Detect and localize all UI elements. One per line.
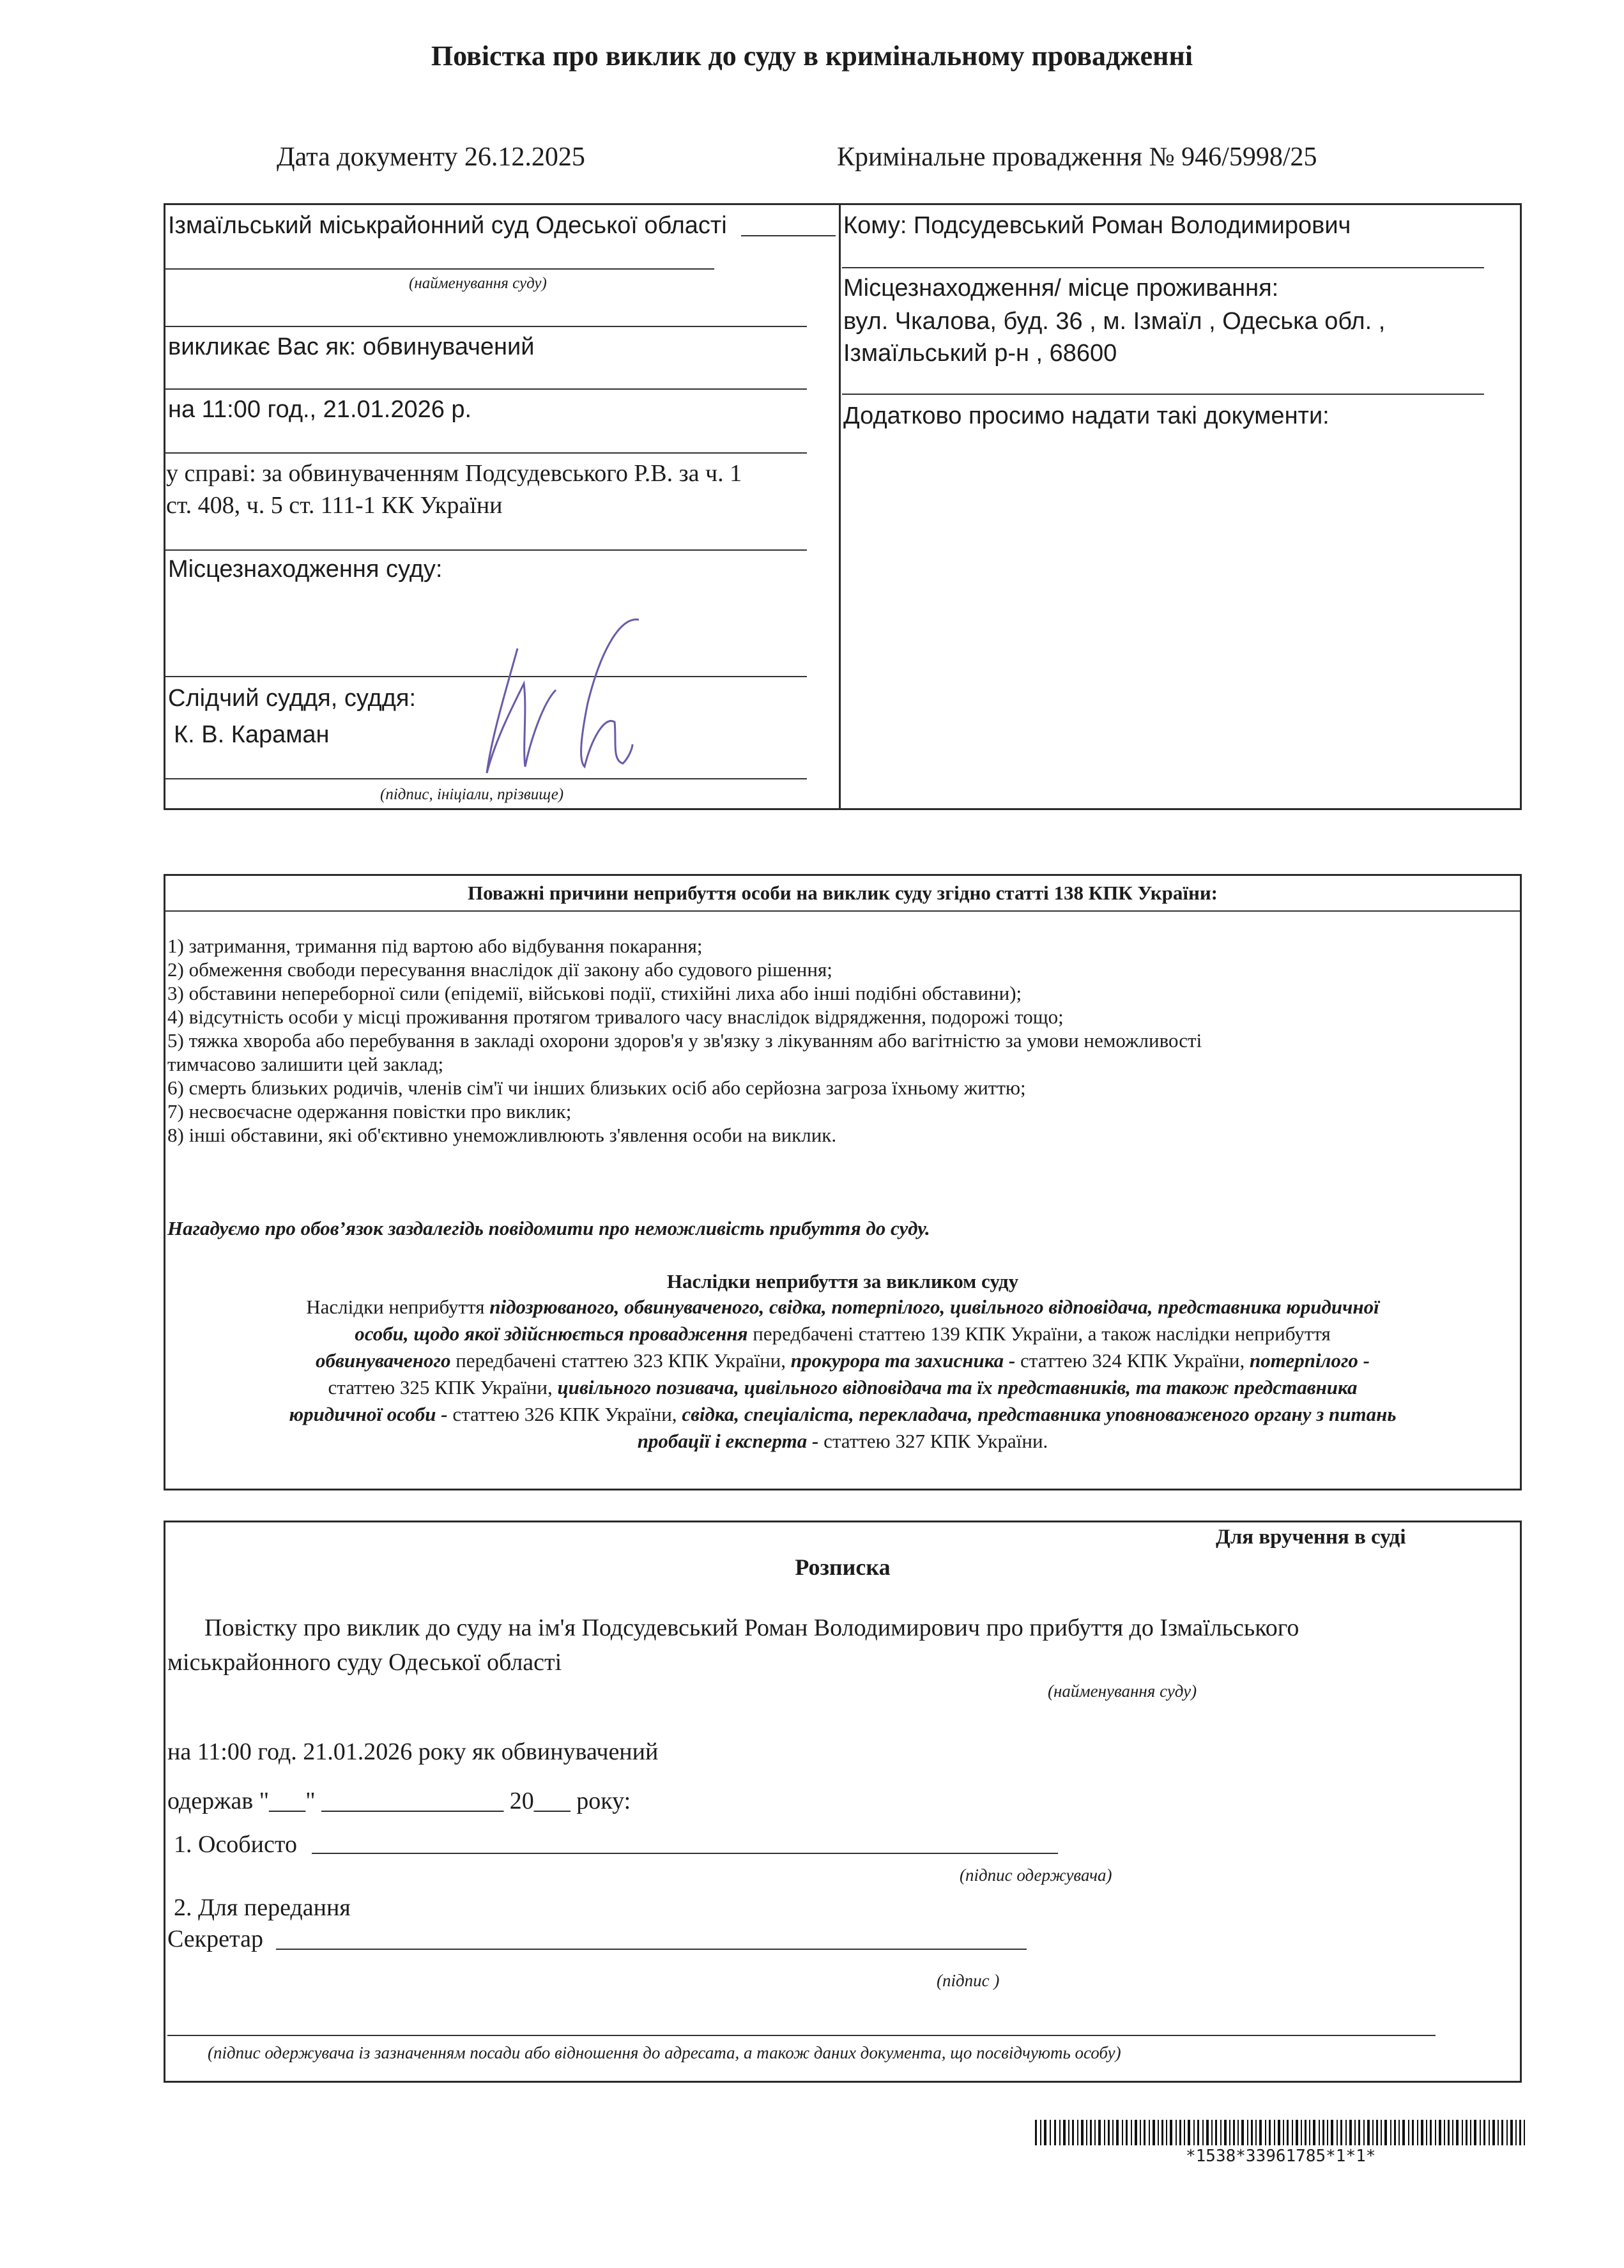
document-date: Дата документу 26.12.2025 bbox=[277, 142, 585, 172]
location-label: Місцезнаходження/ місце проживання: bbox=[843, 275, 1279, 302]
barcode bbox=[1035, 2120, 1527, 2145]
for-transfer-label: 2. Для передання bbox=[174, 1894, 351, 1921]
consequences-text-part: статтею 324 КПК України, bbox=[1015, 1349, 1250, 1372]
consequences-emphasis: цивільного позивача, цивільного відповідача та їх представників, та також представника bbox=[557, 1376, 1358, 1398]
receipt-text-2: міськрайонного суду Одеської області bbox=[167, 1649, 562, 1676]
receipt-time: на 11:00 год. 21.01.2026 року як обвинувачений bbox=[167, 1738, 659, 1765]
reason-item: 1) затримання, тримання під вартою або відбування покарання; bbox=[167, 935, 703, 957]
case-description-2: ст. 408, ч. 5 ст. 111-1 КК України bbox=[166, 492, 503, 519]
divider-line-4 bbox=[165, 549, 807, 551]
consequences-text-part: Наслідки неприбуття bbox=[306, 1296, 490, 1318]
consequences-text-part: статтею 325 КПК України, bbox=[328, 1376, 558, 1398]
address-line-2: Ізмаїльський р-н , 68600 bbox=[843, 340, 1117, 367]
judge-name: К. В. Караман bbox=[174, 721, 330, 748]
case-number: Кримінальне провадження № 946/5998/25 bbox=[837, 142, 1317, 172]
reminder: Нагадуємо про обов’язок заздалегідь повідомити про неможливість прибуття до суду. bbox=[167, 1217, 930, 1239]
divider-line-1 bbox=[165, 326, 807, 327]
personally-line bbox=[312, 1853, 1058, 1854]
case-description-1: у справі: за обвинуваченням Подсудевського Р.В. за ч. 1 bbox=[166, 460, 742, 487]
reasons-heading-line bbox=[165, 910, 1520, 912]
reason-item: 3) обставини непереборної сили (епідемії, військові події, стихійні лиха або інші подібні обставини); bbox=[167, 982, 1022, 1004]
consequences-emphasis: прокурора та захисника - bbox=[790, 1349, 1016, 1372]
consequences-emphasis: особи, щодо якої здійснюється провадження bbox=[355, 1322, 748, 1345]
secretary-line bbox=[276, 1949, 1027, 1950]
bottom-signature-line bbox=[167, 2035, 1436, 2036]
barcode-text: *1538*33961785*1*1* bbox=[1186, 2147, 1376, 2166]
summons-role: викликає Вас як: обвинувачений bbox=[168, 333, 535, 360]
secretary-signature-hint: (підпис ) bbox=[937, 1971, 1000, 1990]
reason-item: 2) обмеження свободи пересування внаслідок дії закону або судового рішення; bbox=[167, 958, 832, 981]
receipt-text-1: Повістку про виклик до суду на ім'я Подсудевський Роман Володимирович про прибуття до Ізмаїльського bbox=[204, 1614, 1299, 1641]
recipient: Кому: Подсудевський Роман Володимирович bbox=[843, 212, 1351, 239]
reason-item: 6) смерть близьких родичів, членів сім'ї чи інших близьких осіб або серйозна загроза їхньому життю; bbox=[167, 1077, 1026, 1099]
address-line-1: вул. Чкалова, буд. 36 , м. Ізмаїл , Одеська обл. , bbox=[843, 308, 1386, 335]
court-delivery-label: Для вручення в суді bbox=[1216, 1526, 1406, 1549]
divider-line-3 bbox=[165, 452, 807, 454]
consequences-text-part: передбачені статтею 323 КПК України, bbox=[450, 1349, 791, 1372]
recipient-line bbox=[842, 267, 1484, 268]
secretary-label: Секретар bbox=[167, 1926, 263, 1952]
reason-item: 7) несвоєчасне одержання повістки про виклик; bbox=[167, 1100, 572, 1123]
appearance-time: на 11:00 год., 21.01.2026 р. bbox=[168, 396, 472, 423]
consequences-text-part: статтею 326 КПК України, bbox=[447, 1403, 682, 1425]
recipient-signature-hint: (підпис одержувача) bbox=[960, 1866, 1112, 1885]
consequences-emphasis: обвинуваченого bbox=[316, 1349, 451, 1372]
consequences-text bbox=[167, 1294, 1518, 1455]
consequences-emphasis: свідка, спеціаліста, перекладача, представника уповноваженого органу з питань bbox=[682, 1403, 1397, 1425]
consequences-emphasis: підозрюваного, обвинуваченого, свідка, потерпілого, цивільного відповідача, представника юридичної bbox=[489, 1296, 1379, 1318]
reasons-list bbox=[167, 934, 1202, 1147]
reason-item: 5) тяжка хвороба або перебування в закладі охорони здоров'я у зв'язку з лікуванням або вагітністю за умови неможливості bbox=[167, 1029, 1202, 1052]
court-location-label: Місцезнаходження суду: bbox=[168, 556, 443, 583]
personally-label: 1. Особисто bbox=[174, 1831, 297, 1858]
receipt-court-hint: (найменування суду) bbox=[1048, 1682, 1197, 1701]
court-hint: (найменування суду) bbox=[409, 275, 547, 292]
consequences-emphasis: потерпілого - bbox=[1250, 1349, 1370, 1372]
table-divider bbox=[839, 203, 841, 810]
court-name: Ізмаїльський міськрайонний суд Одеської області bbox=[168, 212, 727, 239]
court-line-2 bbox=[165, 268, 714, 270]
document-title: Повістка про виклик до суду в кримінальному провадженні bbox=[431, 40, 1193, 72]
court-name-line bbox=[741, 235, 836, 236]
consequences-text-part: передбачені статтею 139 КПК України, а також наслідки неприбуття bbox=[747, 1322, 1331, 1345]
judge-signature bbox=[447, 613, 664, 779]
judge-label: Слідчий суддя, суддя: bbox=[168, 685, 417, 712]
divider-line-2 bbox=[165, 388, 807, 390]
bottom-hint: (підпис одержувача із зазначенням посади або відношення до адресата, а також даних документа, що посвідчують особу) bbox=[208, 2043, 1121, 2062]
receipt-heading: Розписка bbox=[795, 1554, 891, 1580]
consequences-text-part: статтею 327 КПК України. bbox=[818, 1430, 1048, 1452]
signature-hint: (підпис, ініціали, прізвище) bbox=[380, 786, 564, 803]
consequences-heading: Наслідки неприбуття за викликом суду bbox=[666, 1270, 1019, 1292]
reason-item: тимчасово залишити цей заклад; bbox=[167, 1053, 444, 1075]
documents-request: Додатково просимо надати такі документи: bbox=[843, 402, 1329, 429]
reason-item: 8) інші обставини, які об'єктивно унеможливлюють з'явлення особи на виклик. bbox=[167, 1124, 837, 1146]
consequences-emphasis: пробації і експерта - bbox=[637, 1430, 819, 1452]
reason-item: 4) відсутність особи у місці проживання протягом тривалого часу внаслідок відрядження, подорожі тощо; bbox=[167, 1006, 1064, 1028]
address-line bbox=[842, 394, 1484, 395]
consequences-emphasis: юридичної особи - bbox=[289, 1403, 448, 1425]
received-date-line: одержав "___" _______________ 20___ року: bbox=[167, 1788, 631, 1814]
reasons-heading: Поважні причини неприбуття особи на виклик суду згідно статті 138 КПК України: bbox=[467, 882, 1218, 904]
